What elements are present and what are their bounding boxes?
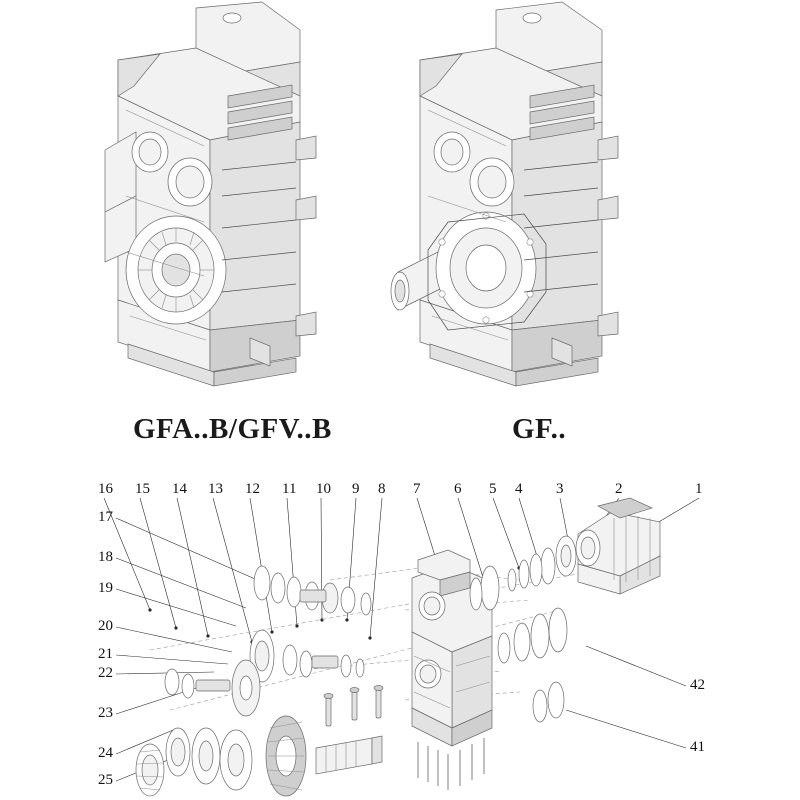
callout-23: 23 — [98, 705, 113, 721]
callout-25: 25 — [98, 772, 113, 788]
callout-7: 7 — [413, 481, 421, 497]
callout-19: 19 — [98, 580, 113, 596]
callout-18: 18 — [98, 549, 113, 565]
callout-2: 2 — [615, 481, 623, 497]
gearbox-isometric-right — [390, 0, 790, 410]
callout-20: 20 — [98, 618, 113, 634]
callout-8: 8 — [378, 481, 386, 497]
callout-6: 6 — [454, 481, 462, 497]
exploded-parts-drawing — [0, 460, 800, 800]
callout-21: 21 — [98, 646, 113, 662]
callout-3: 3 — [556, 481, 564, 497]
callout-17: 17 — [98, 509, 113, 525]
callout-5: 5 — [489, 481, 497, 497]
callout-16: 16 — [98, 481, 113, 497]
callout-1: 1 — [695, 481, 703, 497]
callout-11: 11 — [282, 481, 297, 497]
callout-4: 4 — [515, 481, 523, 497]
caption-gf: GF.. — [512, 413, 567, 445]
callout-12: 12 — [245, 481, 260, 497]
callout-9: 9 — [352, 481, 360, 497]
callout-22: 22 — [98, 665, 113, 681]
callout-14: 14 — [172, 481, 187, 497]
callout-42: 42 — [690, 677, 705, 693]
callout-15: 15 — [135, 481, 150, 497]
exploded-view — [0, 460, 800, 800]
callout-13: 13 — [208, 481, 223, 497]
gearbox-isometric-left — [0, 0, 400, 410]
caption-row — [0, 405, 800, 457]
caption-gfa-b-gfv-b: GFA..B/GFV..B — [133, 413, 332, 445]
callout-24: 24 — [98, 745, 113, 761]
callout-10: 10 — [316, 481, 331, 497]
callout-41: 41 — [690, 739, 705, 755]
